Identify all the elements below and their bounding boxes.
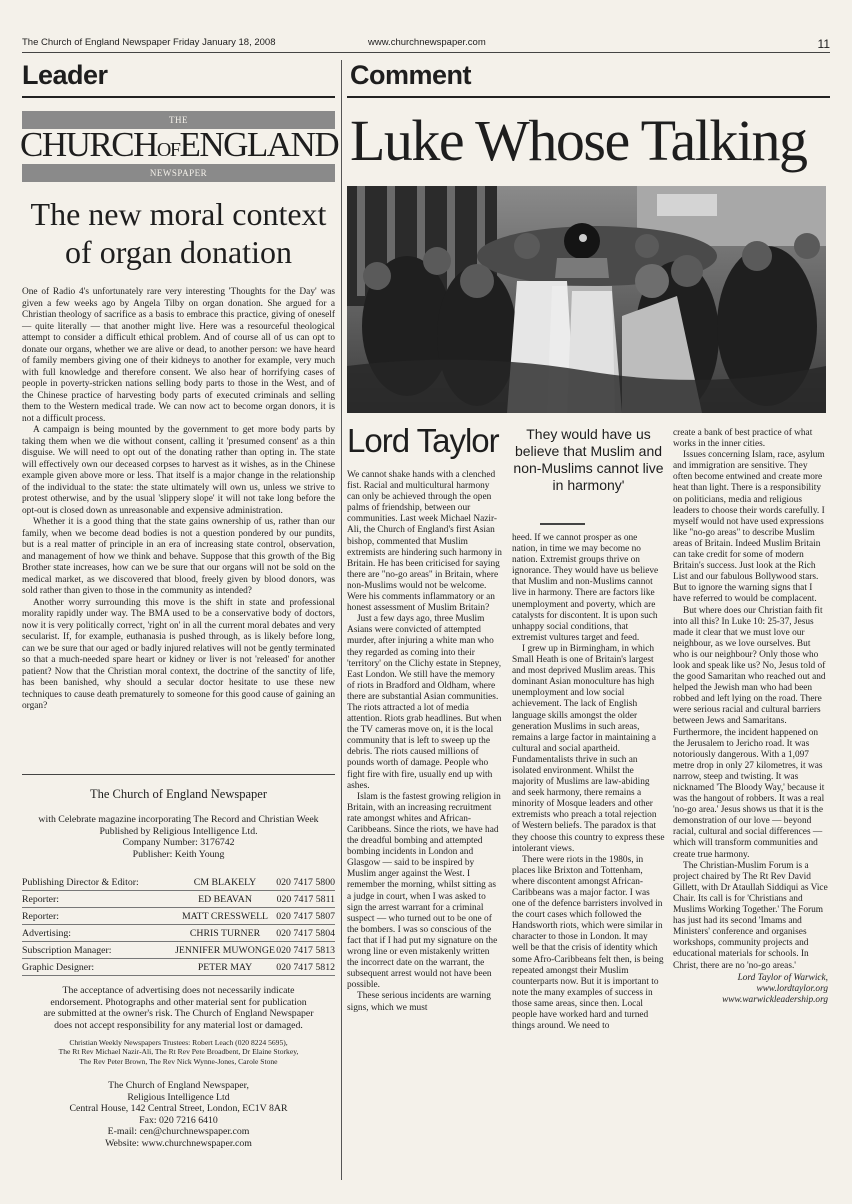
publisher-line: Published by Religious Intelligence Ltd. xyxy=(99,825,258,837)
comment-paragraph: We cannot shake hands with a clenched fist. Racial and multicultural harmony can only be achieved through the open palms of friendship, between our communities. Last week Michael Nazir-Ali, the Church of England's first Asian bishop, commented that Muslim extremists are hindering such harmony in Britain. He has been criticised for saying there are "no-go areas" in Britain, where non-Muslims would not be welcome. Were his comments inflammatory or an honest assessment of Muslim Britain? xyxy=(347,470,502,614)
staff-role: Publishing Director & Editor: xyxy=(22,877,139,888)
leader-paragraph: Whether it is a good thing that the state gains ownership of us, rather than our family, when we become dead bodies is not a question pondered by our pundits, but is a real matter of principle in an era of increasing state control, observation, and management of how we think and behave. Suppose that this growth of the Big Brother state increases, how can we be sure that our organs will not be sold on the medical market, as we discovered that blood, freely given by blood donors, was sold rather than given to those in the community as intended? xyxy=(22,517,335,596)
comment-paragraph: These serious incidents are warning signs, which we must xyxy=(347,991,491,1013)
staff-table xyxy=(22,874,335,976)
comment-column-1 xyxy=(347,470,502,1014)
staff-phone: 020 7417 5800 xyxy=(276,877,335,888)
publisher-lines xyxy=(22,814,335,860)
comment-rule xyxy=(347,96,830,98)
staff-role: Subscription Manager: xyxy=(22,945,112,956)
masthead-of: OF xyxy=(156,139,180,161)
address xyxy=(22,1080,335,1150)
running-head-date: The Church of England Newspaper Friday January 18, 2008 xyxy=(22,37,276,48)
pullquote-rule xyxy=(540,523,585,525)
staff-phone: 020 7417 5813 xyxy=(276,945,335,956)
address-line: Website: www.churchnewspaper.com xyxy=(105,1137,252,1149)
staff-name: CHRIS TURNER xyxy=(189,928,261,939)
running-head xyxy=(22,37,830,51)
street-crowd-photo xyxy=(347,186,826,413)
staff-phone: 020 7417 5807 xyxy=(276,911,335,922)
author-name: Lord Taylor xyxy=(347,422,499,459)
disclaimer xyxy=(22,985,335,1031)
staff-role: Graphic Designer: xyxy=(22,962,95,973)
address-line: Fax: 020 7216 6410 xyxy=(139,1114,218,1126)
staff-phone: 020 7417 5811 xyxy=(276,894,335,905)
comment-headline: Luke Whose Talking xyxy=(350,108,807,173)
publisher-title: The Church of England Newspaper xyxy=(89,787,268,801)
trustees xyxy=(22,1038,335,1066)
signature-website-link[interactable]: www.warwickleadership.org xyxy=(722,994,828,1005)
comment-paragraph: There were riots in the 1980s, in places like Brixton and Tottenham, where discontent amongst African-Caribbeans was a major factor. I was one of the defence barristers involved in the court cases which followed the Handsworth riots, which were similar in character to those in London. It may well be that the crisis of identity which some Afro-Caribbeans felt then, is being repeated amongst their Muslim counterparts now. But it is important to note the many examples of success in those same areas, since then. Local people have worked hard and turned things around. We need to xyxy=(512,854,664,1032)
disclaimer-line: The acceptance of advertising does not necessarily indicate xyxy=(62,985,295,996)
staff-role: Reporter: xyxy=(22,911,59,922)
running-head-website: www.churchnewspaper.com xyxy=(368,37,486,48)
leader-rule xyxy=(22,96,335,98)
masthead-top-bar: THE xyxy=(22,111,335,129)
section-label-leader: Leader xyxy=(22,60,108,90)
leader-body xyxy=(22,287,335,713)
comment-paragraph: The Christian-Muslim Forum is a project chaired by The Rt Rev David Gillett, with Dr Ataullah Siddiqui as Vice Chair. Its call is for 'Christians and Muslims Working Together.' The Forum has just had its second 'Imams and Ministers' conference and organises workshops, community projects and educational materials for schools. In Christ, there are no 'no-go areas.' xyxy=(673,860,828,971)
leader-paragraph: One of Radio 4's unfortunately rare very interesting 'Thoughts for the Day' was given a few weeks ago by Angela Tilby on organ donation. She argued for a Christian theology of sacrifice as a basis to embrace this practice, giving of oneself — quite literally — that another might live. Here was a resourceful theological attempt to consider a difficult ethical problem. And of course all of us can opt to donate our organs, whether we are alive or dead, to another person: we have heard of family members giving one of their kidneys to another for example, very much with full knowledge and therefore consent. We also hear of horrifying cases of people in poverty-stricken nations selling body parts to those in the West, and of the Chinese practice of harvesting body parts of executed criminals and selling them to the Western medical trade. We can now act to become organ donors, it is not a difficult process. xyxy=(22,287,335,424)
address-line: Central House, 142 Central Street, London, EC1V 8AR xyxy=(69,1103,288,1115)
comment-paragraph: create a bank of best practice of what works in the inner cities. xyxy=(673,428,813,450)
staff-name: PETER MAY xyxy=(197,962,253,973)
staff-row xyxy=(22,891,335,908)
masthead-title xyxy=(20,127,338,168)
staff-name: MATT CRESSWELL xyxy=(181,911,269,922)
staff-row xyxy=(22,908,335,925)
comment-paragraph: Issues concerning Islam, race, asylum and immigration are sensitive. They often become entwined and create more heat than light. There is a responsibility on politicians, media and religious leaders to choose their words carefully. I myself would not have used expressions like "no-go areas" to describe Muslim areas of Britain. Indeed Muslim Britain can take credit for some of modern Britain's success. Just look at the Rich List and our fabulous Bollywood stars. But to ignore the warning signs that I have referred to would be complacent. xyxy=(673,450,825,605)
comment-column-2 xyxy=(512,533,665,1032)
comment-paragraph: Just a few days ago, three Muslim Asians were convicted of attempted murder, after injuring a white man who they regarded as coming into their 'territory' on the Clichy estate in Stepney, East London. We still have the memory of riots in Bradford and Oldham, where there are substantial Asian communities. The riots attracted a lot of media attention. Riots grab headlines. But when the TV cameras move on, it is the local community that is left to sweep up the debris. The riots caused millions of pounds worth of damage. People who fight fire with fire, usually end up with ashes. xyxy=(347,614,502,791)
header-rule xyxy=(22,52,830,53)
trustees-line: The Rt Rev Michael Nazir-Ali, The Rt Rev Pete Broadbent, Dr Elaine Storkey, xyxy=(58,1047,299,1057)
address-line: E-mail: cen@churchnewspaper.com xyxy=(107,1126,250,1138)
disclaimer-line: are submitted at the owner's risk. The Church of England Newspaper xyxy=(43,1008,314,1020)
leader-headline: The new moral context of organ donation xyxy=(30,196,327,270)
trustees-line: The Rev Peter Brown, The Rev Nick Wynne-Jones, Carole Stone xyxy=(79,1056,278,1066)
staff-row xyxy=(22,942,335,959)
staff-role: Reporter: xyxy=(22,894,59,905)
author-signature xyxy=(673,973,828,1006)
comment-paragraph: Islam is the fastest growing religion in Britain, with an increasing recruitment rate amongst whites and African-Caribbeans. Since the riots, we have had the dreadful bombing and attempted bombing incidents in London and Glasgow — said to be inspired by Muslim anger against the West. I remember the morning, whilst sitting as a judge in court, when I was asked to sign the arrest warrant for a criminal suspect — who turned out to be one of the bombers. I was so conscious of the fact that if I had put my signature on the wrong line or even mistakenly written the incorrect date on the warrant, the subsequent arrest would not have been possible. xyxy=(347,791,501,991)
page-number: 11 xyxy=(817,37,830,51)
section-label-comment: Comment xyxy=(350,60,472,90)
disclaimer-line: does not accept responsibility for any material lost or damaged. xyxy=(54,1019,303,1031)
staff-row xyxy=(22,959,335,976)
staff-name: ED BEAVAN xyxy=(198,894,252,905)
staff-role: Advertising: xyxy=(22,928,71,939)
masthead-england: ENGLAND xyxy=(179,125,339,164)
comment-paragraph: But where does our Christian faith fit into all this? In Luke 10: 25-37, Jesus made it clear that we must love our neighbour, as we love ourselves. But who is our neighbour? Only those who look and speak like us? No, Jesus told of the good Samaritan who reached out and helped the Jewish man who had been robbed and left lying on the road. There were serious racial and cultural barriers between Jews and Samaritans. Furthermore, the incident happened on the Jerusalem to Jericho road. It was notoriously dangerous. With a 1,097 metre drop in only 27 kilometres, it was narrow, steep and twisting. It was nicknamed 'The Bloody Way,' because it was the hangout of robbers. It was a real 'no-go area.' Jesus shows us that it is the demonstration of our love — beyond racial, cultural and social differences — which will transform communities and create true harmony. xyxy=(673,605,826,860)
column-divider xyxy=(341,60,342,1180)
comment-column-3 xyxy=(673,428,828,1006)
address-line: The Church of England Newspaper, xyxy=(108,1080,249,1091)
photo-illustration xyxy=(347,186,826,413)
masthead-church: CHURCH xyxy=(20,125,157,164)
signature-name: Lord Taylor of Warwick, xyxy=(737,972,828,983)
staff-row xyxy=(22,874,335,891)
trustees-line: Christian Weekly Newspapers Trustees: Robert Leach (020 8224 5695), xyxy=(69,1038,288,1047)
publisher-line: with Celebrate magazine incorporating The Record and Christian Week xyxy=(38,814,319,825)
leader-paragraph: Another worry surrounding this move is the shift in state and professional morality rapidly under way. The BMA used to be a conservative body of doctors, now it is very politically correct, 'right on' in all the current moral debates and very secularist. If, for example, euthanasia is pushed through, as is likely before long, can we be sure that our aged or badly injured relatives will not be gently terminated so that a much-needed spare heart or kidney or liver is not 'released' for another patient? Now that the Christian moral context, the doctrine of the sanctity of life, has been banished, why should a secular doctor hesitate to use these new techniques to cause death prematurely to someone for this good cause of gaining an organ? xyxy=(22,597,335,711)
signature-website-link[interactable]: www.lordtaylor.org xyxy=(756,983,828,994)
staff-phone: 020 7417 5804 xyxy=(276,928,335,939)
comment-paragraph: heed. If we cannot prosper as one nation, in time we may become no nation. Extremist groups thrive on ignorance. They would have us believe that Muslim and non-Muslims cannot live in harmony. There are factors like unemployment and poverty, which are catalysts for discontent. It is upon such unhappy social conditions, that extremist vultures target and feed. xyxy=(512,533,659,643)
staff-row xyxy=(22,925,335,942)
staff-name: JENNIFER MUWONGE xyxy=(175,945,275,956)
info-rule xyxy=(22,774,335,775)
publisher-line: Publisher: Keith Young xyxy=(132,848,225,860)
comment-paragraph: I grew up in Birmingham, in which Small Heath is one of Britain's largest and most deprived Muslim areas. This dominant Asian monoculture has high unemployment and low social achievement. The lack of English language skills amongst the older generation Muslims in such areas, remains a large factor in maintaining a cultural and social apartheid. Fundamentalists thrive in such an isolated environment. Whilst the majority of Muslims are law-abiding and seek harmony, there remains a minority of Mosque leaders and other extremists who preach a total rejection of Western beliefs. The paradox is that they choose this country to express these intolerant views. xyxy=(512,643,665,854)
staff-name: CM BLAKELY xyxy=(193,877,257,888)
publisher-line: Company Number: 3176742 xyxy=(122,837,235,849)
disclaimer-line: endorsement. Photographs and other material sent for publication xyxy=(50,996,307,1008)
leader-paragraph: A campaign is being mounted by the government to get more body parts by taking them when we die without consent, calling it 'presumed consent' as a thin disguise. We will need to opt out of the donating rather than opting in. The state will effectively own our deceased corpses to harvest as it wishes, as in the Chinese example given above more or less. That itself is a major change in the relationship of the individual to the state: the state ultimately will own us, unless we strive to protest otherwise, and by the usual 'slippery slope' it will not take long before the opt-out is closed down as unreasonable and expensive administration. xyxy=(22,425,335,516)
address-line: Religious Intelligence Ltd xyxy=(127,1091,230,1103)
masthead-bottom-bar: NEWSPAPER xyxy=(22,164,335,182)
pullquote: They would have us believe that Muslim and non-Muslims cannot live in harmony' xyxy=(513,426,664,493)
staff-phone: 020 7417 5812 xyxy=(276,962,335,973)
